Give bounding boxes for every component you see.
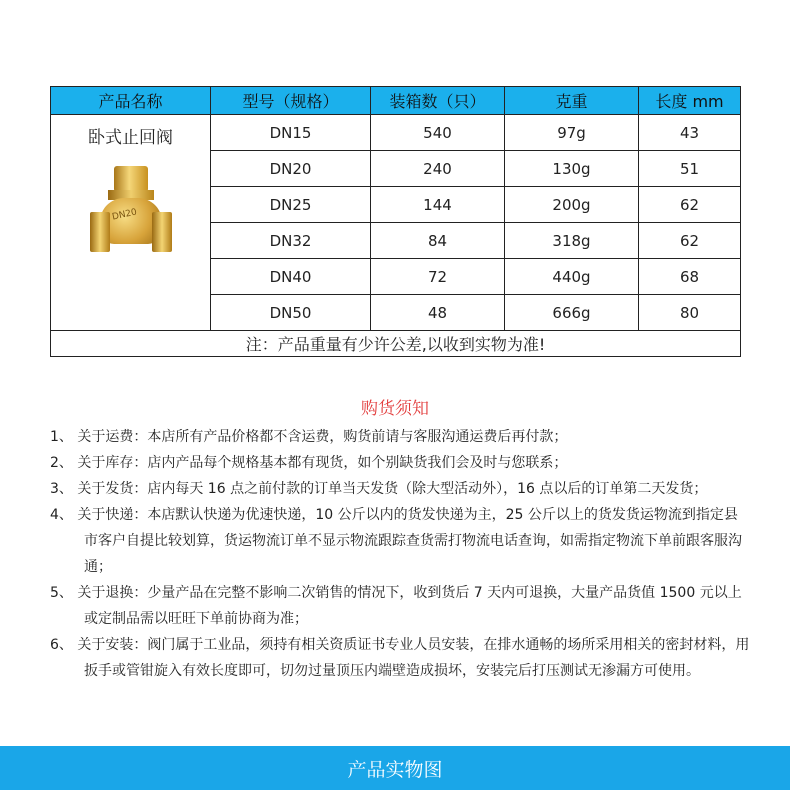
cell-length: 43 — [639, 115, 741, 151]
notice-item-returns: 5、 关于退换：少量产品在完整不影响二次销售的情况下，收到货后 7 天内可退换，大量产品货值 1500 元以上或定制品需以旺旺下单前协商为准； — [50, 585, 742, 627]
notice-item-stock: 2、 关于库存：店内产品每个规格基本都有现货，如个别缺货我们会及时与您联系； — [50, 455, 568, 471]
product-name: 卧式止回阀 — [88, 128, 173, 148]
cell-box-qty: 144 — [371, 187, 505, 223]
cell-model: DN50 — [211, 295, 371, 331]
cell-weight: 318g — [505, 223, 639, 259]
header-model: 型号（规格） — [211, 87, 371, 115]
cell-weight: 130g — [505, 151, 639, 187]
table-header-row — [51, 87, 741, 115]
cell-weight: 666g — [505, 295, 639, 331]
notice-item-installation: 6、 关于安装：阀门属于工业品，须持有相关资质证书专业人员安装，在排水通畅的场所采用相关的密封材料，用扳手或管钳旋入有效长度即可，切勿过量顶压内端壁造成损坏，安装完后打压测试无渗漏方可使用。 — [50, 637, 750, 679]
cell-length: 68 — [639, 259, 741, 295]
table-note: 注：产品重量有少许公差,以收到实物为准! — [51, 331, 741, 357]
cell-weight: 200g — [505, 187, 639, 223]
cell-box-qty: 72 — [371, 259, 505, 295]
notice-list — [50, 424, 750, 684]
notice-item-courier: 4、 关于快递：本店默认快递为优速快递，10 公斤以内的货发快递为主，25 公斤以上的货发货运物流到指定县市客户自提比较划算，货运物流订单不显示物流跟踪查货需打物流电话查询，如需指定物流下单前跟客服沟通； — [50, 507, 742, 575]
product-photo-banner — [0, 746, 790, 790]
check-valve-image — [90, 166, 172, 258]
cell-weight: 97g — [505, 115, 639, 151]
cell-box-qty: 240 — [371, 151, 505, 187]
notice-item-dispatch: 3、 关于发货：店内每天 16 点之前付款的订单当天发货（除大型活动外），16 点以后的订单第二天发货； — [50, 481, 708, 497]
spec-table — [50, 86, 741, 357]
cell-model: DN15 — [211, 115, 371, 151]
cell-weight: 440g — [505, 259, 639, 295]
cell-model: DN25 — [211, 187, 371, 223]
table-row — [51, 115, 741, 151]
cell-length: 62 — [639, 223, 741, 259]
notice-title: 购货须知 — [361, 399, 429, 419]
cell-model: DN20 — [211, 151, 371, 187]
cell-model: DN40 — [211, 259, 371, 295]
cell-box-qty: 84 — [371, 223, 505, 259]
cell-length: 80 — [639, 295, 741, 331]
cell-box-qty: 48 — [371, 295, 505, 331]
header-length: 长度 mm — [639, 87, 741, 115]
header-weight: 克重 — [505, 87, 639, 115]
cell-length: 51 — [639, 151, 741, 187]
product-cell — [51, 115, 211, 331]
header-box-qty: 装箱数（只） — [371, 87, 505, 115]
cell-length: 62 — [639, 187, 741, 223]
cell-box-qty: 540 — [371, 115, 505, 151]
table-note-row — [51, 331, 741, 357]
cell-model: DN32 — [211, 223, 371, 259]
banner-label: 产品实物图 — [347, 758, 443, 781]
valve-mark: DN20 — [110, 207, 138, 223]
notice-item-shipping-fee: 1、 关于运费：本店所有产品价格都不含运费，购货前请与客服沟通运费后再付款； — [50, 429, 568, 445]
header-product-name: 产品名称 — [51, 87, 211, 115]
